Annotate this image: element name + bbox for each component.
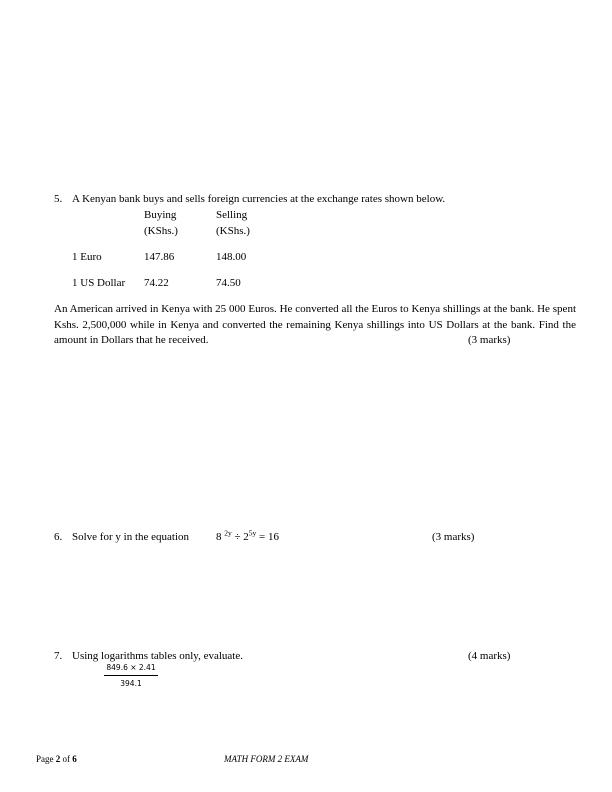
q5-header-selling: Selling [216,209,248,221]
q7-number: 7. [54,650,63,662]
q5-row-usd-currency: 1 US Dollar [72,277,126,289]
q6-eq-op: ÷ 2 [234,531,249,543]
q5-header-buying-unit: (KShs.) [144,225,178,237]
q7-numerator: 849.6 × 2.41 [104,662,158,676]
page-current: 2 [55,754,61,764]
q5-row-usd-buying: 74.22 [144,277,169,289]
q5-header-selling-unit: (KShs.) [216,225,250,237]
q5-prompt: A Kenyan bank buys and sells foreign currencies at the exchange rates shown below. [72,193,446,205]
q6-number: 6. [54,531,63,543]
exam-title: MATH FORM 2 EXAM [224,754,309,764]
q7-fraction [104,662,158,689]
page-of: of [62,754,70,764]
q6-equation [216,530,279,544]
q5-header-buying: Buying [144,209,177,221]
q6-eq-base: 8 [216,531,222,543]
q7-marks: (4 marks) [468,650,511,662]
q5-number: 5. [54,193,63,205]
q6-eq-rhs: = 16 [259,531,280,543]
page-total: 6 [72,754,77,764]
q5-row-usd-selling: 74.50 [216,277,241,289]
q5-marks: (3 marks) [468,334,511,346]
q6-eq-exp1: 2y [224,528,232,538]
q6-prompt: Solve for y in the equation [72,531,190,543]
q5-row-euro-currency: 1 Euro [72,251,102,263]
page-number [36,752,77,766]
q6-marks: (3 marks) [432,531,475,543]
q5-body: An American arrived in Kenya with 25 000 Euros. He converted all the Euros to Kenya shillings at the bank. He spent Kshs. 2,500,000 while in Kenya and converted the remaining Kenya shillings into US Dollars at the bank. Find the amount in Dollars that he received. [54,303,576,346]
page-word: Page [36,754,54,764]
q5-row-euro-selling: 148.00 [216,251,247,263]
q7-prompt: Using logarithms tables only, evaluate. [72,650,243,662]
q6-eq-exp2: 5y [248,528,257,538]
q5-row-euro-buying: 147.86 [144,251,175,263]
q7-denominator: 394.1 [120,679,142,688]
